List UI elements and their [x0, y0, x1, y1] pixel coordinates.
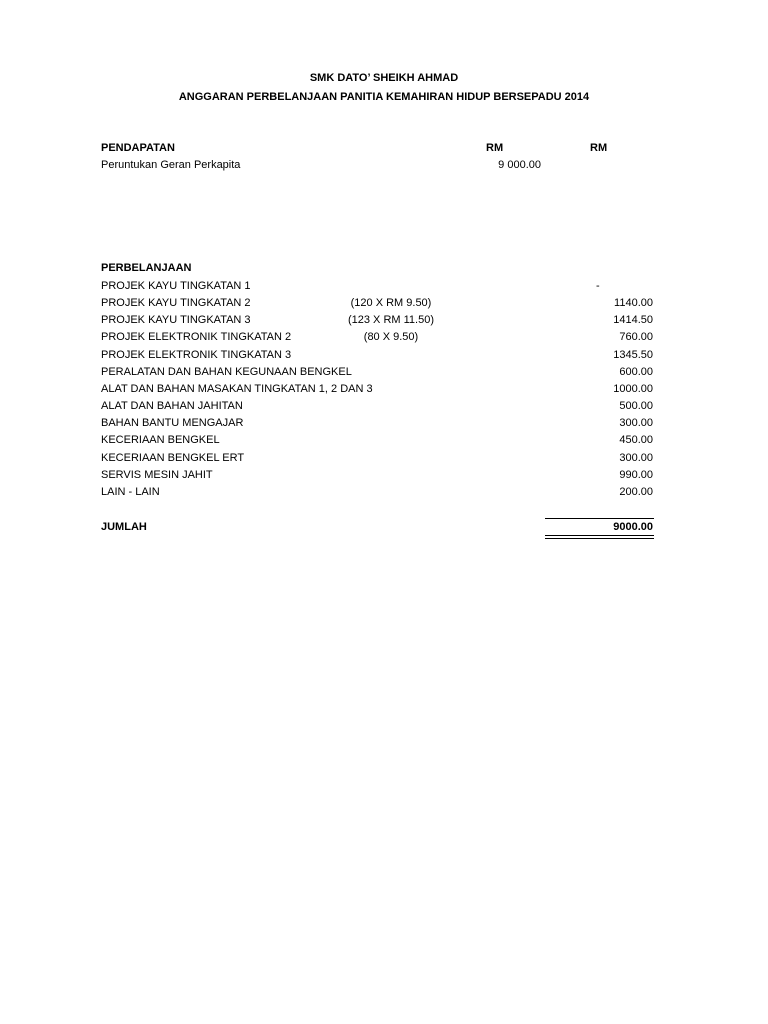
total-double-rule-upper	[545, 535, 654, 536]
expense-item-calculation: (123 X RM 11.50)	[347, 314, 434, 326]
expense-item-amount: 600.00	[619, 366, 653, 378]
total-label: JUMLAH	[101, 521, 147, 533]
expense-item-amount: 1414.50	[613, 314, 653, 326]
rm-column-header-2: RM	[590, 142, 608, 154]
expense-item-amount: 990.00	[619, 469, 653, 481]
school-name: SMK DATO’ SHEIKH AHMAD	[309, 72, 459, 84]
expense-item-amount: 450.00	[619, 434, 653, 446]
expense-item-label: PERALATAN DAN BAHAN KEGUNAAN BENGKEL	[101, 366, 352, 378]
expense-item-amount: 760.00	[619, 331, 653, 343]
expense-item-amount: 1345.50	[613, 349, 653, 361]
expense-item-amount: 300.00	[619, 452, 653, 464]
expense-item-label: PROJEK KAYU TINGKATAN 3	[101, 314, 251, 326]
document-title: ANGGARAN PERBELANJAAN PANITIA KEMAHIRAN HIDUP BERSEPADU 2014	[178, 91, 590, 103]
expense-item-label: PROJEK ELEKTRONIK TINGKATAN 2	[101, 331, 292, 343]
expense-item-amount: 500.00	[619, 400, 653, 412]
expense-item-label: KECERIAAN BENGKEL	[101, 434, 220, 446]
expense-item-amount: 1000.00	[613, 383, 653, 395]
income-item-label: Peruntukan Geran Perkapita	[101, 159, 241, 171]
expense-item-label: BAHAN BANTU MENGAJAR	[101, 417, 244, 429]
expense-item-calculation: (120 X RM 9.50)	[350, 297, 432, 309]
total-amount: 9000.00	[613, 521, 653, 533]
expense-item-amount: 1140.00	[614, 297, 653, 309]
expense-item-label: ALAT DAN BAHAN MASAKAN TINGKATAN 1, 2 DAN 3	[101, 383, 373, 395]
rm-column-header-1: RM	[486, 142, 504, 154]
expense-item-label: LAIN - LAIN	[101, 486, 160, 498]
total-double-rule-lower	[545, 538, 654, 539]
expense-item-amount: 300.00	[619, 417, 653, 429]
expense-item-label: SERVIS MESIN JAHIT	[101, 469, 213, 481]
total-top-rule	[545, 518, 654, 519]
expenses-heading: PERBELANJAAN	[101, 262, 192, 274]
expense-item-calculation: (80 X 9.50)	[363, 331, 419, 343]
expense-item-amount: -	[596, 280, 600, 292]
expense-item-label: KECERIAAN BENGKEL ERT	[101, 452, 245, 464]
income-heading: PENDAPATAN	[101, 142, 175, 154]
expense-item-label: PROJEK KAYU TINGKATAN 1	[101, 280, 251, 292]
income-item-amount: 9 000.00	[498, 159, 541, 171]
expense-item-label: PROJEK ELEKTRONIK TINGKATAN 3	[101, 349, 292, 361]
expense-item-label: PROJEK KAYU TINGKATAN 2	[101, 297, 251, 309]
expense-item-amount: 200.00	[619, 486, 653, 498]
expense-item-label: ALAT DAN BAHAN JAHITAN	[101, 400, 243, 412]
